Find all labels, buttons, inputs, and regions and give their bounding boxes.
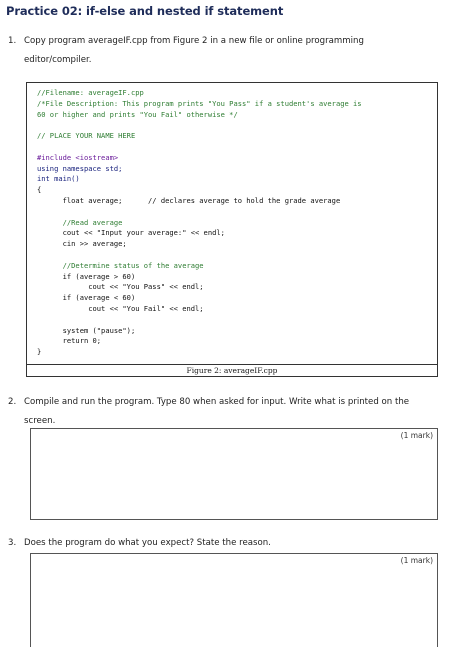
figure-caption: Figure 2: averageIF.cpp (26, 365, 438, 377)
code-line: } (37, 347, 42, 357)
code-line: return 0; (37, 336, 102, 346)
code-line: float average; // declares average to hold the grade average (37, 196, 341, 205)
code-line: //Read average (37, 217, 123, 227)
code-line: cin >> average; (37, 239, 127, 249)
question-number: 2. (8, 397, 17, 407)
mark-label: (1 mark) (400, 431, 433, 440)
question-2 (8, 393, 448, 431)
code-line: using namespace std; (37, 163, 123, 173)
code-line: cout << "You Pass" << endl; (37, 282, 204, 292)
code-line: // PLACE YOUR NAME HERE (37, 131, 136, 141)
question-text-continued: screen. (24, 416, 56, 426)
question-number: 1. (8, 36, 17, 46)
page-title: Practice 02: if-else and nested if statement (6, 4, 284, 18)
code-line: cout << "Input your average:" << endl; (37, 228, 225, 238)
code-line: //Filename: averageIF.cpp (37, 88, 144, 97)
code-line: //Determine status of the average (37, 260, 204, 270)
question-1 (8, 32, 448, 70)
question-text: Does the program do what you expect? State the reason. (24, 538, 271, 548)
code-line: #include <iostream> (37, 152, 119, 162)
code-line: if (average > 60) (37, 271, 136, 281)
mark-label: (1 mark) (400, 556, 433, 565)
question-text: Copy program averageIF.cpp from Figure 2 in a new file or online programming (24, 36, 364, 46)
code-line: { (37, 185, 42, 195)
code-line: int main() (37, 174, 80, 184)
code-line: system ("pause"); (37, 325, 136, 335)
code-line: 60 or higher and prints "You Fail" otherwise */ (37, 109, 238, 119)
answer-box-3[interactable] (30, 553, 438, 647)
code-line: /*File Description: This program prints "You Pass" if a student's average is (37, 98, 362, 108)
question-3 (8, 534, 448, 553)
code-line: if (average < 60) (37, 293, 136, 303)
answer-box-2[interactable] (30, 428, 438, 520)
question-text: Compile and run the program. Type 80 when asked for input. Write what is printed on the (24, 397, 410, 407)
question-number: 3. (8, 538, 17, 548)
code-line: cout << "You Fail" << endl; (37, 304, 204, 313)
question-text-continued: editor/compiler. (24, 55, 92, 65)
